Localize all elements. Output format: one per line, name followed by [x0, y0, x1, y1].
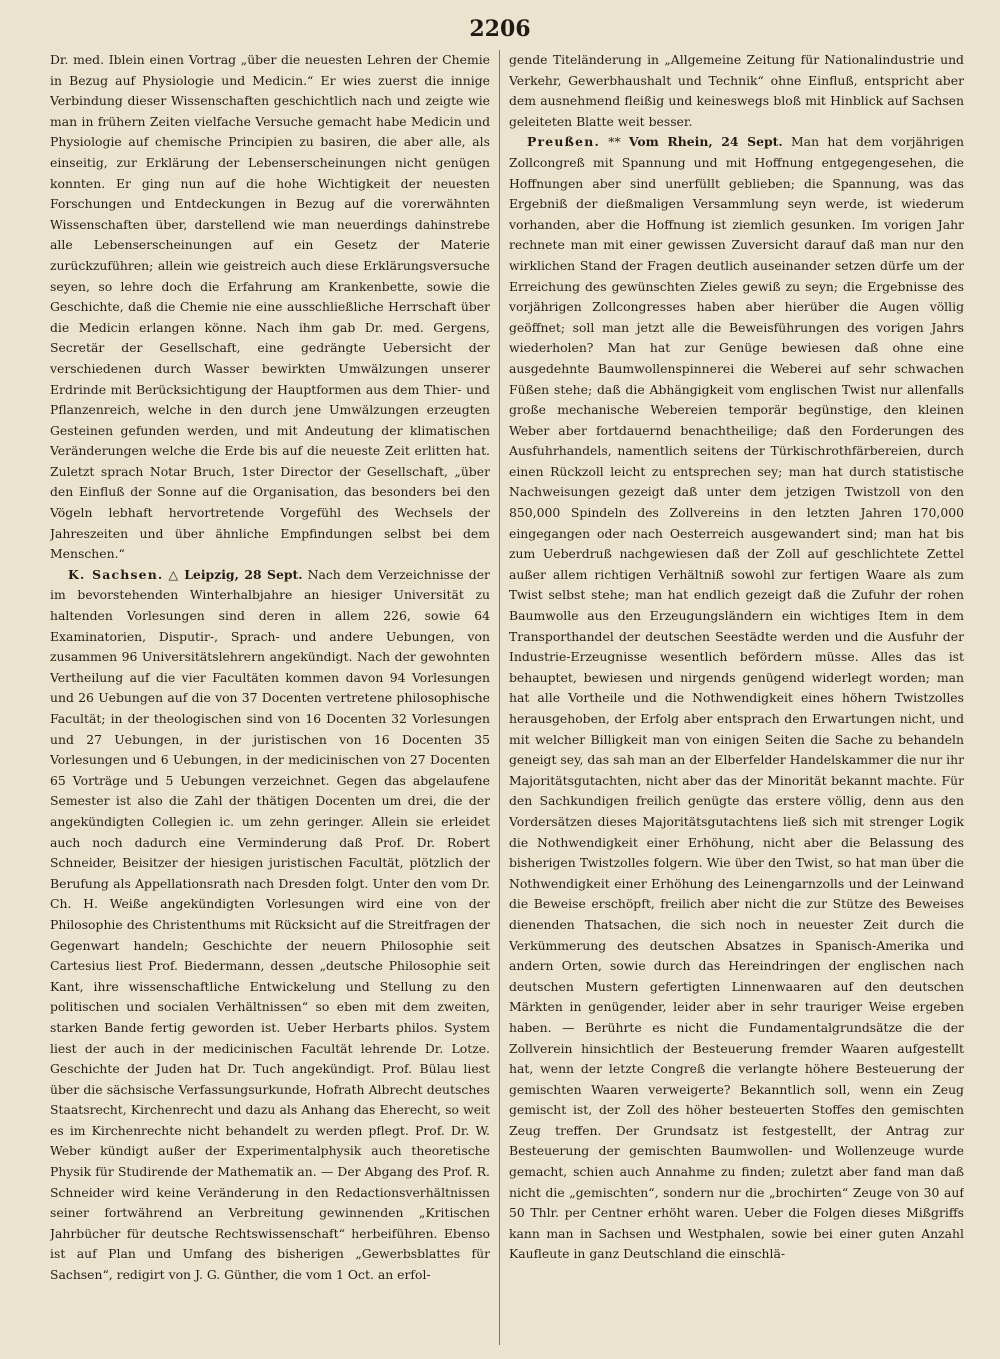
- leipzig-report: [50, 565, 490, 1286]
- page-number: 2206: [469, 16, 531, 42]
- continuation-paragraph: gende Titeländerung in „Allgemeine Zeitung für Nationalindustrie und Verkehr, Gewerbhaushalt und Technik“ ohne Einfluß, entspricht aber dem ausnehmend fleißig und keineswegs bloß mit Hinblick auf Sachsen geleiteten Blatte weit besser.: [509, 52, 964, 129]
- right-column: [509, 50, 964, 1345]
- section-heading-preussen: Preußen.: [527, 134, 600, 150]
- dateline-rhein: Vom Rhein, 24 Sept.: [628, 134, 783, 150]
- section-heading-sachsen: K. Sachsen.: [68, 566, 164, 582]
- prussia-report-body: Man hat dem vorjährigen Zollcongreß mit Spannung und mit Hoffnung entgegengesehen, die Hoffnungen aber sind unerfüllt geblieben; die Spannung, was das Ergebniß der dießmaligen Versammlung seyn werde, ist wiederum vorhanden, aber die Hoffnung ist ziemlich gesunken. Im vorigen Jahr rechnete man mit einer gewissen Zuversicht darauf daß man nur den wirklichen Stand der Fragen deutlich auseinander setzen dürfe um der Erreichung des gewünschten Zieles gewiß zu seyn; die Ergebnisse des vorjährigen Zollcongresses haben aber hierüber die Augen völlig geöffnet; soll man jetzt alle die Beweisführungen des vorigen Jahrs wiederholen? Man hat zur Genüge bewiesen daß ohne eine ausgedehnte Baumwollenspinnerei die Weberei auf sehr schwachen Füßen stehe; daß die Abhängigkeit vom englischen Twist nur allenfalls große mechanische Webereien temporär begünstige, den kleinen Weber aber fortdauernd benachtheilige; daß den Forderungen des Ausfuhrhandels, namentlich seitens der Türkischrothfärbereien, durch einen Rückzoll leicht zu entsprechen sey; man hat durch statistische Nachweisungen gezeigt daß unter dem jetzigen Twistzoll von den 850,000 Spindeln des Zollvereins in den letzten Jahren 170,000 eingegangen oder nach Oesterreich ausgewandert sind; man hat bis zum Ueberdruß nachgewiesen daß der Zoll auf geschlichtete Zettel außer allem richtigen Verhältniß sowohl zur fertigen Waare als zum Twist selbst stehe; man hat endlich gezeigt daß die Zufuhr der rohen Baumwolle aus den Erzeugungsländern ein wichtiges Item in dem Transporthandel der deutschen Seestädte werden und die Ausfuhr der Industrie-Erzeugnisse wesentlich befördern müsse. Alles das ist behauptet, bewiesen und nirgends genügend widerlegt worden; man hat alle Vortheile und die Nothwendigkeit eines höhern Twistzolles herausgehoben, der Erfolg aber entsprach den Erwartungen nicht, und mit welcher Billigkeit man von einigen Seiten die Sache zu behandeln geneigt sey, das sah man an der Elberfelder Handelskammer die nur ihr Majoritätsgutachten, nicht aber das der Minorität bekannt machte. Für den Sachkundigen freilich genügte das erstere völlig, denn aus den Vordersätzen dieses Majoritätsgutachtens ließ sich mit strenger Logik die Nothwendigkeit einer Erhöhung, nicht aber die Belassung des bisherigen Twistzolles folgern. Wie über den Twist, so hat man über die Nothwendigkeit einer Erhöhung des Leinengarnzolls und der Leinwand die Beweise erschöpft, freilich aber nicht die zur Stütze des Beweises dienenden Thatsachen, die sich noch in neuester Zeit durch die Verkümmerung des deutschen Absatzes in Spanisch-Amerika und andern Orten, sowie durch das Hereindringen der englischen nach deutschen Mustern gefertigten Linnenwaaren auf den deutschen Märkten in genügender, leider aber in sehr trauriger Weise ergeben haben. — Berührte es nicht die Fundamentalgrundsätze die der Zollverein hinsichtlich der Besteuerung fremder Waaren aufgestellt hat, wenn der letzte Congreß die verlangte höhere Besteuerung der gemischten Waaren verweigerte? Bekanntlich soll, wenn ein Zeug gemischt ist, der Zoll des höher besteuerten Stoffes den gemischten Zeug treffen. Der Grundsatz ist festgestellt, der Antrag zur Besteuerung der gemischten Baumwollen- und Wollenzeuge wurde gemacht, schien auch Annahme zu finden; zuletzt aber fand man daß nicht die „gemischten“, sondern nur die „brochirten“ Zeuge von 30 auf 50 Thlr. per Centner erhöht waren. Ueber die Folgen dieses Mißgriffs kann man in Sachsen und Westphalen, sowie bei einer guten Anzahl Kaufleute in ganz Deutschland die einschlä-: [509, 134, 964, 1262]
- column-divider: [499, 50, 500, 1345]
- correspondent-mark: **: [608, 134, 621, 150]
- science-lecture-paragraph: Dr. med. Iblein einen Vortrag „über die neuesten Lehren der Chemie in Bezug auf Physiologie und Medicin.“ Er wies zuerst die innige Verbindung dieser Wissenschaften geschichtlich nach und zeigte wie man in frühern Zeiten vielfache Versuche gemacht habe Medicin und Physiologie auf chemische Principien zu basiren, die aber alle, als einseitig, zur Erklärung der Lebenserscheinungen nicht genügen konnten. Er ging nun auf die hohe Wichtigkeit der neuesten Forschungen und Entdeckungen in Bezug auf die vorerwähnten Wissenschaften über, darstellend wie man neuerdings dahinstrebe alle Lebenserscheinungen auf ein Gesetz der Materie zurückzuführen; allein wie geistreich auch diese Erklärungsversuche seyen, so lehre doch die Erfahrung am Krankenbette, sowie die Geschichte, daß die Chemie nie eine ausschließliche Herrschaft über die Medicin erlangen könne. Nach ihm gab Dr. med. Gergens, Secretär der Gesellschaft, eine gedrängte Uebersicht der verschiedenen durch Wasser bewirkten Umwälzungen unserer Erdrinde mit Berücksichtigung der Hauptformen aus dem Thier- und Pflanzenreich, welche in den durch jene Umwälzungen erzeugten Gesteinen gefunden werden, und mit Andeutung der klimatischen Veränderungen welche die Erde bis auf die neueste Zeit erlitten hat. Zuletzt sprach Notar Bruch, 1ster Director der Gesellschaft, „über den Einfluß der Sonne auf die Organisation, das besonders bei den Vögeln lebhaft hervortretende Vorgefühl des Wechsels der Jahreszeiten und über ähnliche Empfindungen selbst bei dem Menschen.“: [50, 52, 490, 562]
- leipzig-report-body: Nach dem Verzeichnisse der im bevorstehenden Winterhalbjahre an hiesiger Universität zu haltenden Vorlesungen sind deren in allem 226, sowie 64 Examinatorien, Disputir-, Sprach- und andere Uebungen, von zusammen 96 Universitätslehrern angekündigt. Nach der gewohnten Vertheilung auf die vier Facultäten kommen davon 94 Vorlesungen und 26 Uebungen auf die von 37 Docenten vertretene philosophische Facultät; in der theologischen sind von 16 Docenten 32 Vorlesungen und 27 Uebungen, in der juristischen von 16 Docenten 35 Vorlesungen und 6 Uebungen, in der medicinischen von 27 Docenten 65 Vorträge und 5 Uebungen verzeichnet. Gegen das abgelaufene Semester ist also die Zahl der thätigen Docenten um drei, die der angekündigten Collegien ic. um zehn geringer. Allein sie erleidet auch noch dadurch eine Verminderung daß Prof. Dr. Robert Schneider, Beisitzer der hiesigen juristischen Facultät, plötzlich der Berufung als Appellationsrath nach Dresden folgt. Unter den vom Dr. Ch. H. Weiße angekündigten Vorlesungen wird eine von der Philosophie des Christenthums mit Rücksicht auf die Streitfragen der Gegenwart handeln; Geschichte der neuern Philosophie seit Cartesius liest Prof. Biedermann, dessen „deutsche Philosophie seit Kant, ihre wissenschaftliche Entwickelung und Stellung zu den politischen und socialen Verhältnissen“ so eben mit dem zweiten, starken Bande fertig geworden ist. Ueber Herbarts philos. System liest der auch in der medicinischen Facultät lehrende Dr. Lotze. Geschichte der Juden hat Dr. Tuch angekündigt. Prof. Bülau liest über die sächsische Verfassungsurkunde, Hofrath Albrecht deutsches Staatsrecht, Kirchenrecht und dazu als Anhang das Eherecht, so weit es im Kirchenrechte nicht behandelt zu werden pflegt. Prof. Dr. W. Weber kündigt außer der Experimentalphysik auch theoretische Physik für Studirende der Mathematik an. — Der Abgang des Prof. R. Schneider wird keine Veränderung in den Redactionsverhältnissen seiner fortwährend an Verbreitung gewinnenden „Kritischen Jahrbücher für deutsche Rechtswissenschaft“ herbeiführen. Ebenso ist auf Plan und Umfang des bisherigen „Gewerbsblattes für Sachsen“, redigirt von J. G. Günther, die vom 1 Oct. an erfol-: [50, 566, 490, 1283]
- correspondent-mark: △: [168, 566, 180, 582]
- dateline-leipzig: Leipzig, 28 Sept.: [184, 566, 303, 582]
- prussia-report: [509, 132, 964, 1265]
- left-column: [50, 50, 490, 1345]
